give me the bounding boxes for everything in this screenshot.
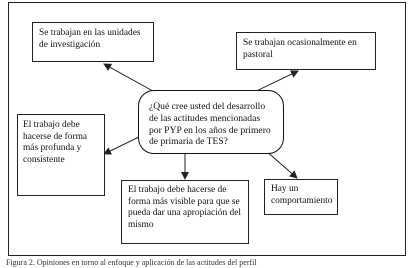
node-bottom-right-text: Hay un comportamiento <box>271 184 333 206</box>
node-center-question <box>138 90 284 154</box>
figure-caption: Figura 2. Opiniones en torno al enfoque y aplicación de las actitudes del perfil <box>6 258 257 267</box>
node-center-text: ¿Qué cree usted del desarrollo de las actitudes mencionadas por PYP en los años de primero de primaria de TES? <box>149 101 271 148</box>
node-top-right-text: Se trabajan ocasionalmente en pastoral <box>243 38 357 60</box>
node-top-left-text: Se trabajan en las unidades de investigación <box>39 28 141 50</box>
node-bottom-right <box>264 179 338 215</box>
node-left-text: El trabajo debe hacerse de forma más profunda y consistente <box>23 120 88 165</box>
node-bottom-center <box>121 180 249 244</box>
node-left <box>17 114 105 196</box>
node-top-left <box>32 22 154 62</box>
node-bottom-center-text: El trabajo debe hacerse de forma más visible para que se pueda dar una apropiación del mismo <box>128 185 241 230</box>
node-top-right <box>236 32 376 70</box>
